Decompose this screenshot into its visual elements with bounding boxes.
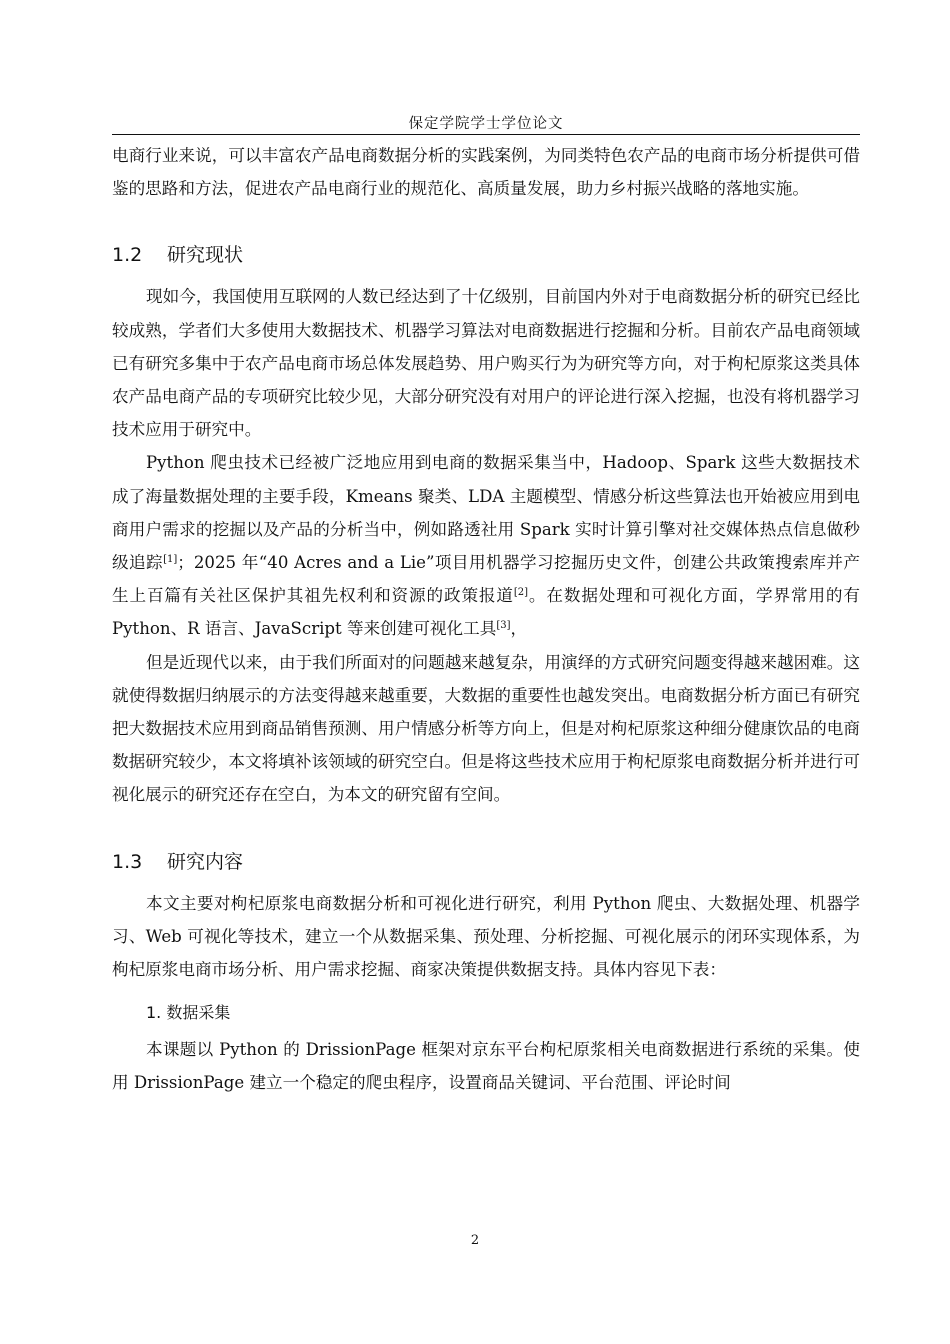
paragraph: 本课题以 Python 的 DrissionPage 框架对京东平台枸杞原浆相关电商数据进行系统的采集。使用 DrissionPage 建立一个稳定的爬虫程序，设置商品关键词、平台范围、评论时间: [112, 1040, 860, 1093]
citation: [2]: [513, 587, 529, 599]
section-number: 1.3: [112, 850, 143, 873]
paragraph: 本文主要对枸杞原浆电商数据分析和可视化进行研究，利用 Python 爬虫、大数据处理、机器学习、Web 可视化等技术，建立一个从数据采集、预处理、分析挖掘、可视化展示的闭环实现体系，为枸杞原浆电商市场分析、用户需求挖掘、商家决策提供数据支持。具体内容见下表：: [112, 893, 860, 980]
citation: [3]: [496, 620, 511, 632]
page-body: [112, 139, 860, 1100]
intro-paragraph: 电商行业来说，可以丰富农产品电商数据分析的实践案例，为同类特色农产品的电商市场分析提供可借鉴的思路和方法，促进农产品电商行业的规范化、高质量发展，助力乡村振兴战略的落地实施。: [112, 146, 860, 199]
section-title: 研究现状: [167, 244, 244, 267]
section-heading-1-2: [112, 239, 860, 272]
text-run: 。在数据处理和可视化方面，学界常用的有 Python、R 语言、JavaScript 等来创建可视化工具: [112, 586, 861, 639]
text-run: Python 爬虫技术已经被广泛地应用到电商的数据采集当中，Hadoop、Spark 这些大数据技术成了海量数据处理的主要手段，Kmeans 聚类、LDA 主题模型、情感分析这些算法也开始被应用到电商用户需求的挖掘以及产品的分析当中，例如路透社用 Spark 实时计算引擎对社交媒体热点信息做秒级追踪: [112, 453, 860, 573]
header-rule: [112, 134, 860, 135]
text-run: ，: [510, 619, 528, 639]
section-heading-1-3: [112, 846, 860, 879]
section-number: 1.2: [112, 244, 143, 267]
section-title: 研究内容: [167, 850, 244, 873]
paragraph: 但是近现代以来，由于我们所面对的问题越来越复杂，用演绎的方式研究问题变得越来越困难。这就使得数据归纳展示的方法变得越来越重要，大数据的重要性也越发突出。电商数据分析方面已有研究把大数据技术应用到商品销售预测、用户情感分析等方向上，但是对枸杞原浆这种细分健康饮品的电商数据研究较少，本文将填补该领域的研究空白。但是将这些技术应用于枸杞原浆电商数据分析并进行可视化展示的研究还存在空白，为本文的研究留有空间。: [112, 652, 860, 805]
running-header: 保定学院学士学位论文: [408, 116, 564, 132]
text-run: ；2025 年“40 Acres and a Lie”项目用机器学习挖掘历史文件，创建公共政策搜索库并产生上百篇有关社区保护其祖先权利和资源的政策报道: [112, 553, 861, 606]
paragraph: 现如今，我国使用互联网的人数已经达到了十亿级别，目前国内外对于电商数据分析的研究已经比较成熟，学者们大多使用大数据技术、机器学习算法对电商数据进行挖掘和分析。目前农产品电商领域已有研究多集中于农产品电商市场总体发展趋势、用户购买行为为研究等方向，对于枸杞原浆这类具体农产品电商产品的专项研究比较少见，大部分研究没有对用户的评论进行深入挖掘，也没有将机器学习技术应用于研究中。: [112, 287, 860, 440]
citation: [1]: [163, 554, 178, 566]
paragraph: [112, 446, 860, 645]
page-number: 2: [470, 1233, 480, 1248]
subsection-heading: 1. 数据采集: [146, 1003, 231, 1023]
